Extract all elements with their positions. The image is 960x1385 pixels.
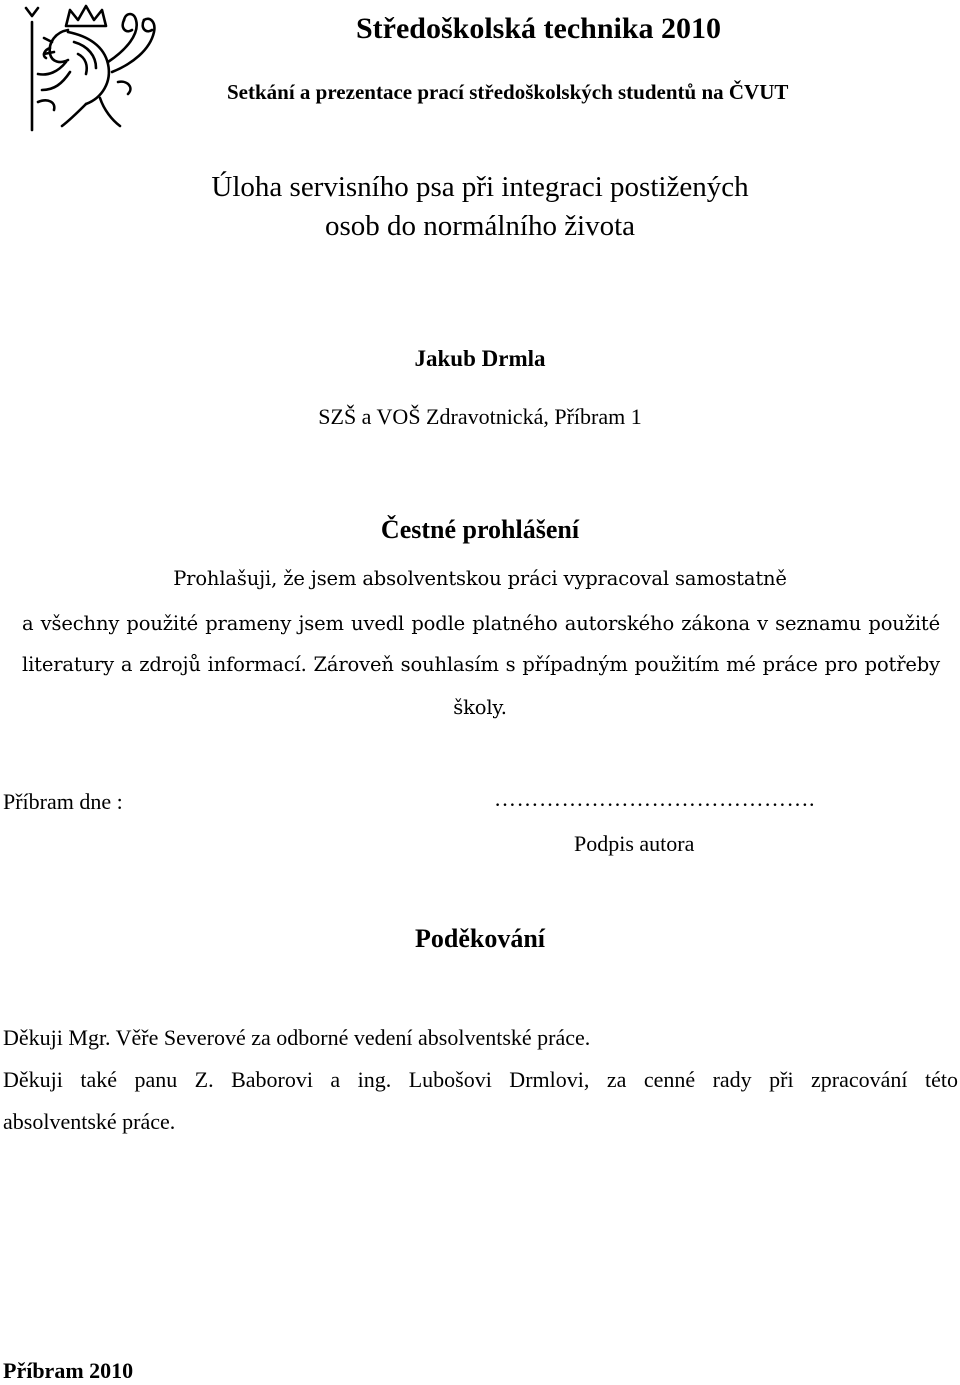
declaration-line-2: a všechny použité prameny jsem uvedl podle platného autorského zákona v seznamu použité: [22, 612, 940, 635]
school-name: SZŠ a VOŠ Zdravotnická, Příbram 1: [318, 404, 642, 429]
event-subtitle: Setkání a prezentace prací středoškolských studentů na ČVUT: [227, 80, 789, 104]
czech-lion-logo-icon: [8, 2, 168, 132]
declaration-line-4: školy.: [453, 696, 507, 719]
author-name: Jakub Drmla: [414, 346, 546, 371]
date-label: Příbram dne :: [3, 789, 123, 814]
signature-line: …………………………………….: [494, 786, 815, 811]
acknowledgement-line-1: Děkuji Mgr. Věře Severové za odborné vedení absolventské práce.: [3, 1025, 591, 1050]
acknowledgement-line-3: absolventské práce.: [3, 1109, 176, 1134]
acknowledgement-line-2: Děkuji také panu Z. Baborovi a ing. Lubošovi Drmlovi, za cenné rady při zpracování této: [3, 1067, 958, 1092]
acknowledgement-heading: Poděkování: [414, 924, 546, 953]
event-title: Středoškolská technika 2010: [356, 12, 722, 45]
declaration-heading: Čestné prohlášení: [380, 515, 580, 544]
footer-place-year: Příbram 2010: [3, 1358, 134, 1383]
declaration-line-1: Prohlašuji, že jsem absolventskou práci vypracoval samostatně: [173, 567, 787, 590]
signature-label: Podpis autora: [574, 831, 695, 856]
declaration-line-3: literatury a zdrojů informací. Zároveň souhlasím s případným použitím mé práce pro potřeby: [22, 653, 940, 676]
document-title-line-2: osob do normálního života: [324, 210, 636, 242]
document-title-line-1: Úloha servisního psa při integraci postižených: [211, 171, 749, 203]
